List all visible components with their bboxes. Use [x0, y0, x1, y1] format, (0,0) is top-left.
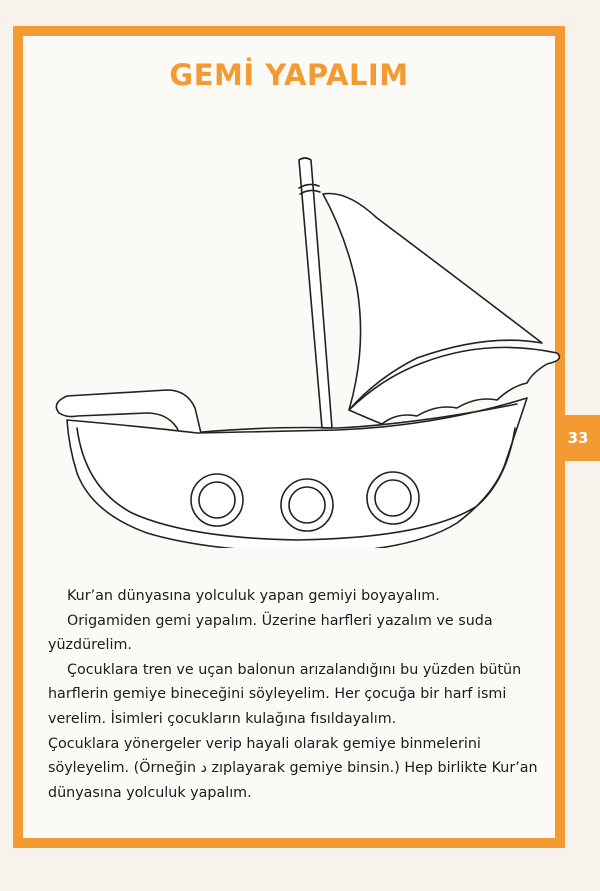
page-number-tab: 33	[556, 415, 600, 461]
paragraph-2: Origamiden gemi yapalım. Üzerine harfleri yazalım ve suda yüzdürelim.	[48, 612, 493, 654]
porthole-2-shape	[281, 479, 333, 531]
sailboat-illustration	[37, 128, 567, 548]
paragraph-1: Kur’an dünyasına yolculuk yapan gemiyi boyayalım.	[67, 588, 440, 604]
porthole-1-shape	[191, 474, 243, 526]
page-title: GEMİ YAPALIM	[169, 58, 409, 92]
paragraph-3: Çocuklara tren ve uçan balonun arızalandığını bu yüzden bütün harflerin gemiye bineceğini söyleyelim. Her çocuğa bir harf ismi verelim. İsimleri çocukların kulağına fısıldayalım.	[48, 661, 522, 727]
porthole-3-shape	[367, 472, 419, 524]
paragraph-4: Çocuklara yönergeler verip hayali olarak gemiye binmelerini söyleyelim. (Örneğin د zıplayarak gemiye binsin.) Hep birlikte Kur’an dünyasına yolculuk yapalım.	[48, 735, 538, 801]
instructions-text	[48, 584, 558, 805]
page-frame	[13, 26, 565, 848]
